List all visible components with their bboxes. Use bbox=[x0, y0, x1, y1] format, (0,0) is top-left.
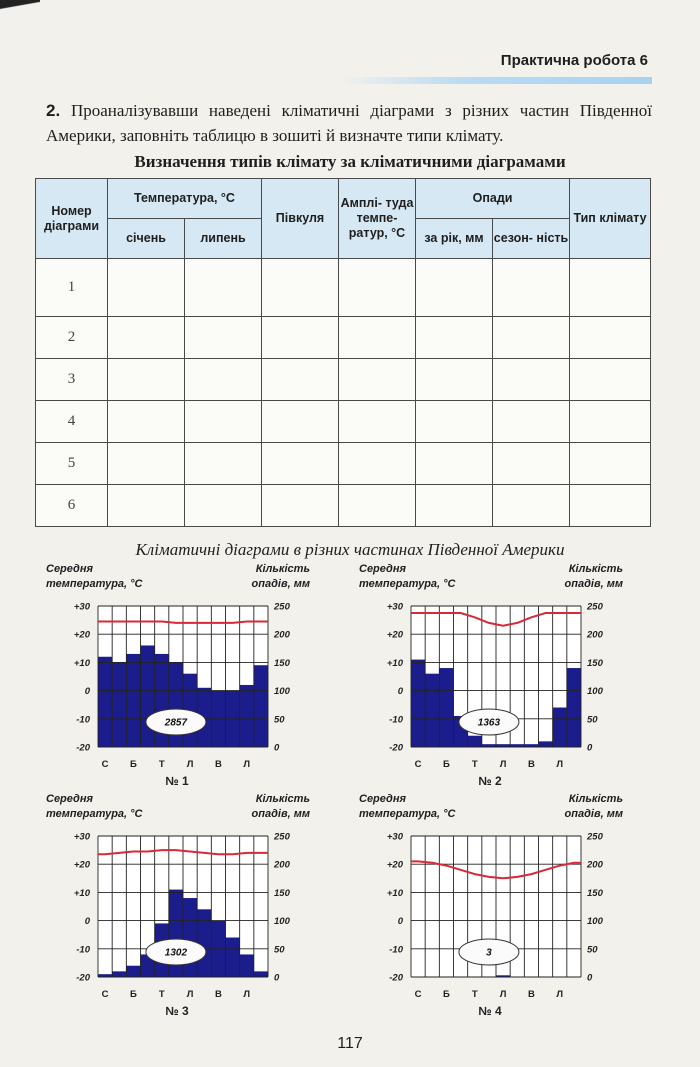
temp-tick-label: +30 bbox=[73, 601, 90, 613]
col-july: липень bbox=[185, 219, 262, 259]
table-row bbox=[36, 359, 651, 401]
page-corner-mark bbox=[0, 0, 40, 14]
month-label: Т bbox=[158, 759, 165, 770]
precip-bar bbox=[240, 685, 254, 747]
month-label: Л bbox=[556, 759, 564, 770]
climate-chart-1 bbox=[40, 562, 340, 787]
climate-chart-3 bbox=[40, 792, 340, 1017]
precip-tick-label: 200 bbox=[587, 629, 603, 641]
temp-tick-label: +10 bbox=[386, 887, 403, 899]
precip-tick-label: 250 bbox=[587, 831, 603, 843]
temp-tick-label: -20 bbox=[389, 742, 403, 754]
precip-bar bbox=[254, 665, 268, 747]
col-january: січень bbox=[108, 219, 185, 259]
section-title: Практична робота 6 bbox=[500, 52, 648, 69]
temp-tick-label: -10 bbox=[76, 944, 90, 956]
precip-bar bbox=[197, 909, 211, 977]
precip-tick-label: 50 bbox=[587, 714, 598, 726]
precip-axis-label: опадів, мм bbox=[564, 578, 623, 590]
temp-tick-label: +30 bbox=[386, 831, 403, 843]
annual-precip-value: 3 bbox=[486, 947, 492, 959]
precip-tick-label: 150 bbox=[587, 887, 603, 899]
chart-title: № 3 bbox=[165, 1004, 189, 1017]
page-number: 117 bbox=[337, 1035, 363, 1052]
month-label: С bbox=[101, 759, 109, 770]
month-label: Л bbox=[499, 989, 507, 1000]
precip-tick-label: 150 bbox=[274, 887, 290, 899]
precip-axis-label: Кількість bbox=[255, 563, 310, 575]
task-text bbox=[46, 98, 652, 148]
temp-tick-label: +10 bbox=[73, 887, 90, 899]
temp-tick-label: +30 bbox=[73, 831, 90, 843]
temp-tick-label: +10 bbox=[73, 657, 90, 669]
row-number: 5 bbox=[36, 443, 108, 485]
climate-chart-4 bbox=[353, 792, 653, 1017]
charts-caption: Кліматичні діаграми в різних частинах Південної Америки bbox=[135, 540, 565, 559]
chart-title: № 4 bbox=[478, 1004, 502, 1017]
precip-tick-label: 150 bbox=[587, 657, 603, 669]
temp-tick-label: -20 bbox=[389, 972, 403, 984]
temp-tick-label: +20 bbox=[386, 859, 403, 871]
precip-bar bbox=[567, 668, 581, 747]
row-number: 2 bbox=[36, 317, 108, 359]
month-label: В bbox=[527, 989, 535, 1000]
temp-axis-label: температура, °С bbox=[359, 578, 456, 590]
temp-axis-label: температура, °С bbox=[46, 808, 143, 820]
month-label: С bbox=[101, 989, 109, 1000]
temp-axis-label: Середня bbox=[359, 563, 406, 575]
precip-tick-label: 250 bbox=[274, 601, 290, 613]
precip-bar bbox=[98, 657, 112, 747]
precip-tick-label: 0 bbox=[274, 972, 280, 984]
precip-tick-label: 200 bbox=[274, 629, 290, 641]
col-number: Номер діаграми bbox=[36, 179, 108, 259]
precip-bar bbox=[226, 938, 240, 977]
temp-axis-label: температура, °С bbox=[359, 808, 456, 820]
month-label: Т bbox=[158, 989, 165, 1000]
temp-tick-label: -10 bbox=[389, 944, 403, 956]
precip-tick-label: 100 bbox=[274, 916, 290, 928]
temp-tick-label: -10 bbox=[389, 714, 403, 726]
month-label: Л bbox=[243, 989, 251, 1000]
precip-axis-label: опадів, мм bbox=[251, 578, 310, 590]
col-precipitation: Опади bbox=[416, 179, 570, 219]
month-label: С bbox=[414, 759, 422, 770]
temp-axis-label: Середня bbox=[46, 563, 93, 575]
precip-bar bbox=[425, 674, 439, 747]
month-label: Л bbox=[499, 759, 507, 770]
precip-bar bbox=[411, 660, 425, 747]
precip-tick-label: 200 bbox=[587, 859, 603, 871]
precip-bar bbox=[240, 954, 254, 977]
chart-title: № 1 bbox=[165, 774, 189, 787]
table-row bbox=[36, 443, 651, 485]
month-label: Л bbox=[186, 989, 194, 1000]
precip-bar bbox=[183, 898, 197, 977]
month-label: В bbox=[214, 759, 222, 770]
task-body: Проаналізувавши наведені кліматичні діаграми з різних частин Південної Америки, заповніть таблицю в зошиті й визначте типи клімату. bbox=[46, 101, 653, 145]
temp-tick-label: +10 bbox=[386, 657, 403, 669]
annual-precip-value: 1302 bbox=[164, 947, 188, 959]
month-label: Т bbox=[471, 989, 478, 1000]
precip-bar bbox=[539, 741, 553, 747]
month-label: Б bbox=[130, 989, 137, 1000]
precip-tick-label: 100 bbox=[274, 686, 290, 698]
month-label: Л bbox=[186, 759, 194, 770]
precip-axis-label: опадів, мм bbox=[251, 808, 310, 820]
row-number: 6 bbox=[36, 485, 108, 527]
header-accent-bar bbox=[340, 77, 652, 84]
col-temperature: Температура, °С bbox=[108, 179, 262, 219]
row-number: 4 bbox=[36, 401, 108, 443]
table-row bbox=[36, 317, 651, 359]
temp-tick-label: +20 bbox=[73, 859, 90, 871]
precip-tick-label: 100 bbox=[587, 916, 603, 928]
month-label: Л bbox=[243, 759, 251, 770]
month-label: Т bbox=[471, 759, 478, 770]
col-per-year: за рік, мм bbox=[416, 219, 493, 259]
precip-tick-label: 50 bbox=[274, 944, 285, 956]
precip-bar bbox=[141, 645, 155, 747]
chart-svg bbox=[40, 792, 340, 1017]
temp-tick-label: -20 bbox=[76, 972, 90, 984]
col-seasonality: сезон- ність bbox=[493, 219, 570, 259]
climate-chart-2 bbox=[353, 562, 653, 787]
temp-tick-label: +30 bbox=[386, 601, 403, 613]
page-header bbox=[0, 50, 700, 90]
table-title: Визначення типів клімату за кліматичними діаграмами bbox=[134, 152, 566, 171]
month-label: В bbox=[527, 759, 535, 770]
temp-tick-label: 0 bbox=[84, 916, 90, 928]
temp-axis-label: Середня bbox=[359, 793, 406, 805]
precip-tick-label: 100 bbox=[587, 686, 603, 698]
precip-bar bbox=[112, 971, 126, 977]
month-label: Б bbox=[443, 759, 450, 770]
task-number: 2. bbox=[46, 101, 61, 120]
precip-axis-label: Кількість bbox=[255, 793, 310, 805]
precip-axis-label: Кількість bbox=[568, 793, 623, 805]
precip-tick-label: 0 bbox=[274, 742, 280, 754]
col-amplitude: Амплі- туда темпе- ратур, °С bbox=[339, 179, 416, 259]
table-row bbox=[36, 401, 651, 443]
row-number: 3 bbox=[36, 359, 108, 401]
precip-tick-label: 250 bbox=[274, 831, 290, 843]
precip-bar bbox=[126, 966, 140, 977]
annual-precip-value: 2857 bbox=[164, 717, 188, 729]
annual-precip-value: 1363 bbox=[477, 717, 501, 729]
temp-tick-label: -20 bbox=[76, 742, 90, 754]
precip-axis-label: Кількість bbox=[568, 563, 623, 575]
temp-tick-label: +20 bbox=[386, 629, 403, 641]
chart-svg bbox=[353, 562, 653, 787]
col-hemisphere: Півкуля bbox=[262, 179, 339, 259]
temp-tick-label: 0 bbox=[84, 686, 90, 698]
temp-tick-label: 0 bbox=[397, 686, 403, 698]
precip-bar bbox=[553, 708, 567, 747]
precip-tick-label: 0 bbox=[587, 742, 593, 754]
chart-svg bbox=[40, 562, 340, 787]
month-label: Б bbox=[443, 989, 450, 1000]
precip-tick-label: 50 bbox=[587, 944, 598, 956]
col-climate-type: Тип клімату bbox=[570, 179, 651, 259]
precip-tick-label: 50 bbox=[274, 714, 285, 726]
precip-tick-label: 250 bbox=[587, 601, 603, 613]
precip-bar bbox=[126, 654, 140, 747]
precip-tick-label: 200 bbox=[274, 859, 290, 871]
table-row bbox=[36, 259, 651, 317]
temp-axis-label: температура, °С bbox=[46, 578, 143, 590]
precip-bar bbox=[439, 668, 453, 747]
table-row bbox=[36, 485, 651, 527]
temp-axis-label: Середня bbox=[46, 793, 93, 805]
climate-table bbox=[35, 178, 651, 527]
precip-tick-label: 150 bbox=[274, 657, 290, 669]
chart-svg bbox=[353, 792, 653, 1017]
precip-bar bbox=[468, 736, 482, 747]
month-label: Л bbox=[556, 989, 564, 1000]
month-label: Б bbox=[130, 759, 137, 770]
temp-tick-label: +20 bbox=[73, 629, 90, 641]
month-label: С bbox=[414, 989, 422, 1000]
precip-tick-label: 0 bbox=[587, 972, 593, 984]
temp-tick-label: -10 bbox=[76, 714, 90, 726]
month-label: В bbox=[214, 989, 222, 1000]
precip-axis-label: опадів, мм bbox=[564, 808, 623, 820]
chart-title: № 2 bbox=[478, 774, 502, 787]
temp-tick-label: 0 bbox=[397, 916, 403, 928]
row-number: 1 bbox=[36, 259, 108, 317]
precip-bar bbox=[254, 971, 268, 977]
precip-bar bbox=[112, 662, 126, 747]
